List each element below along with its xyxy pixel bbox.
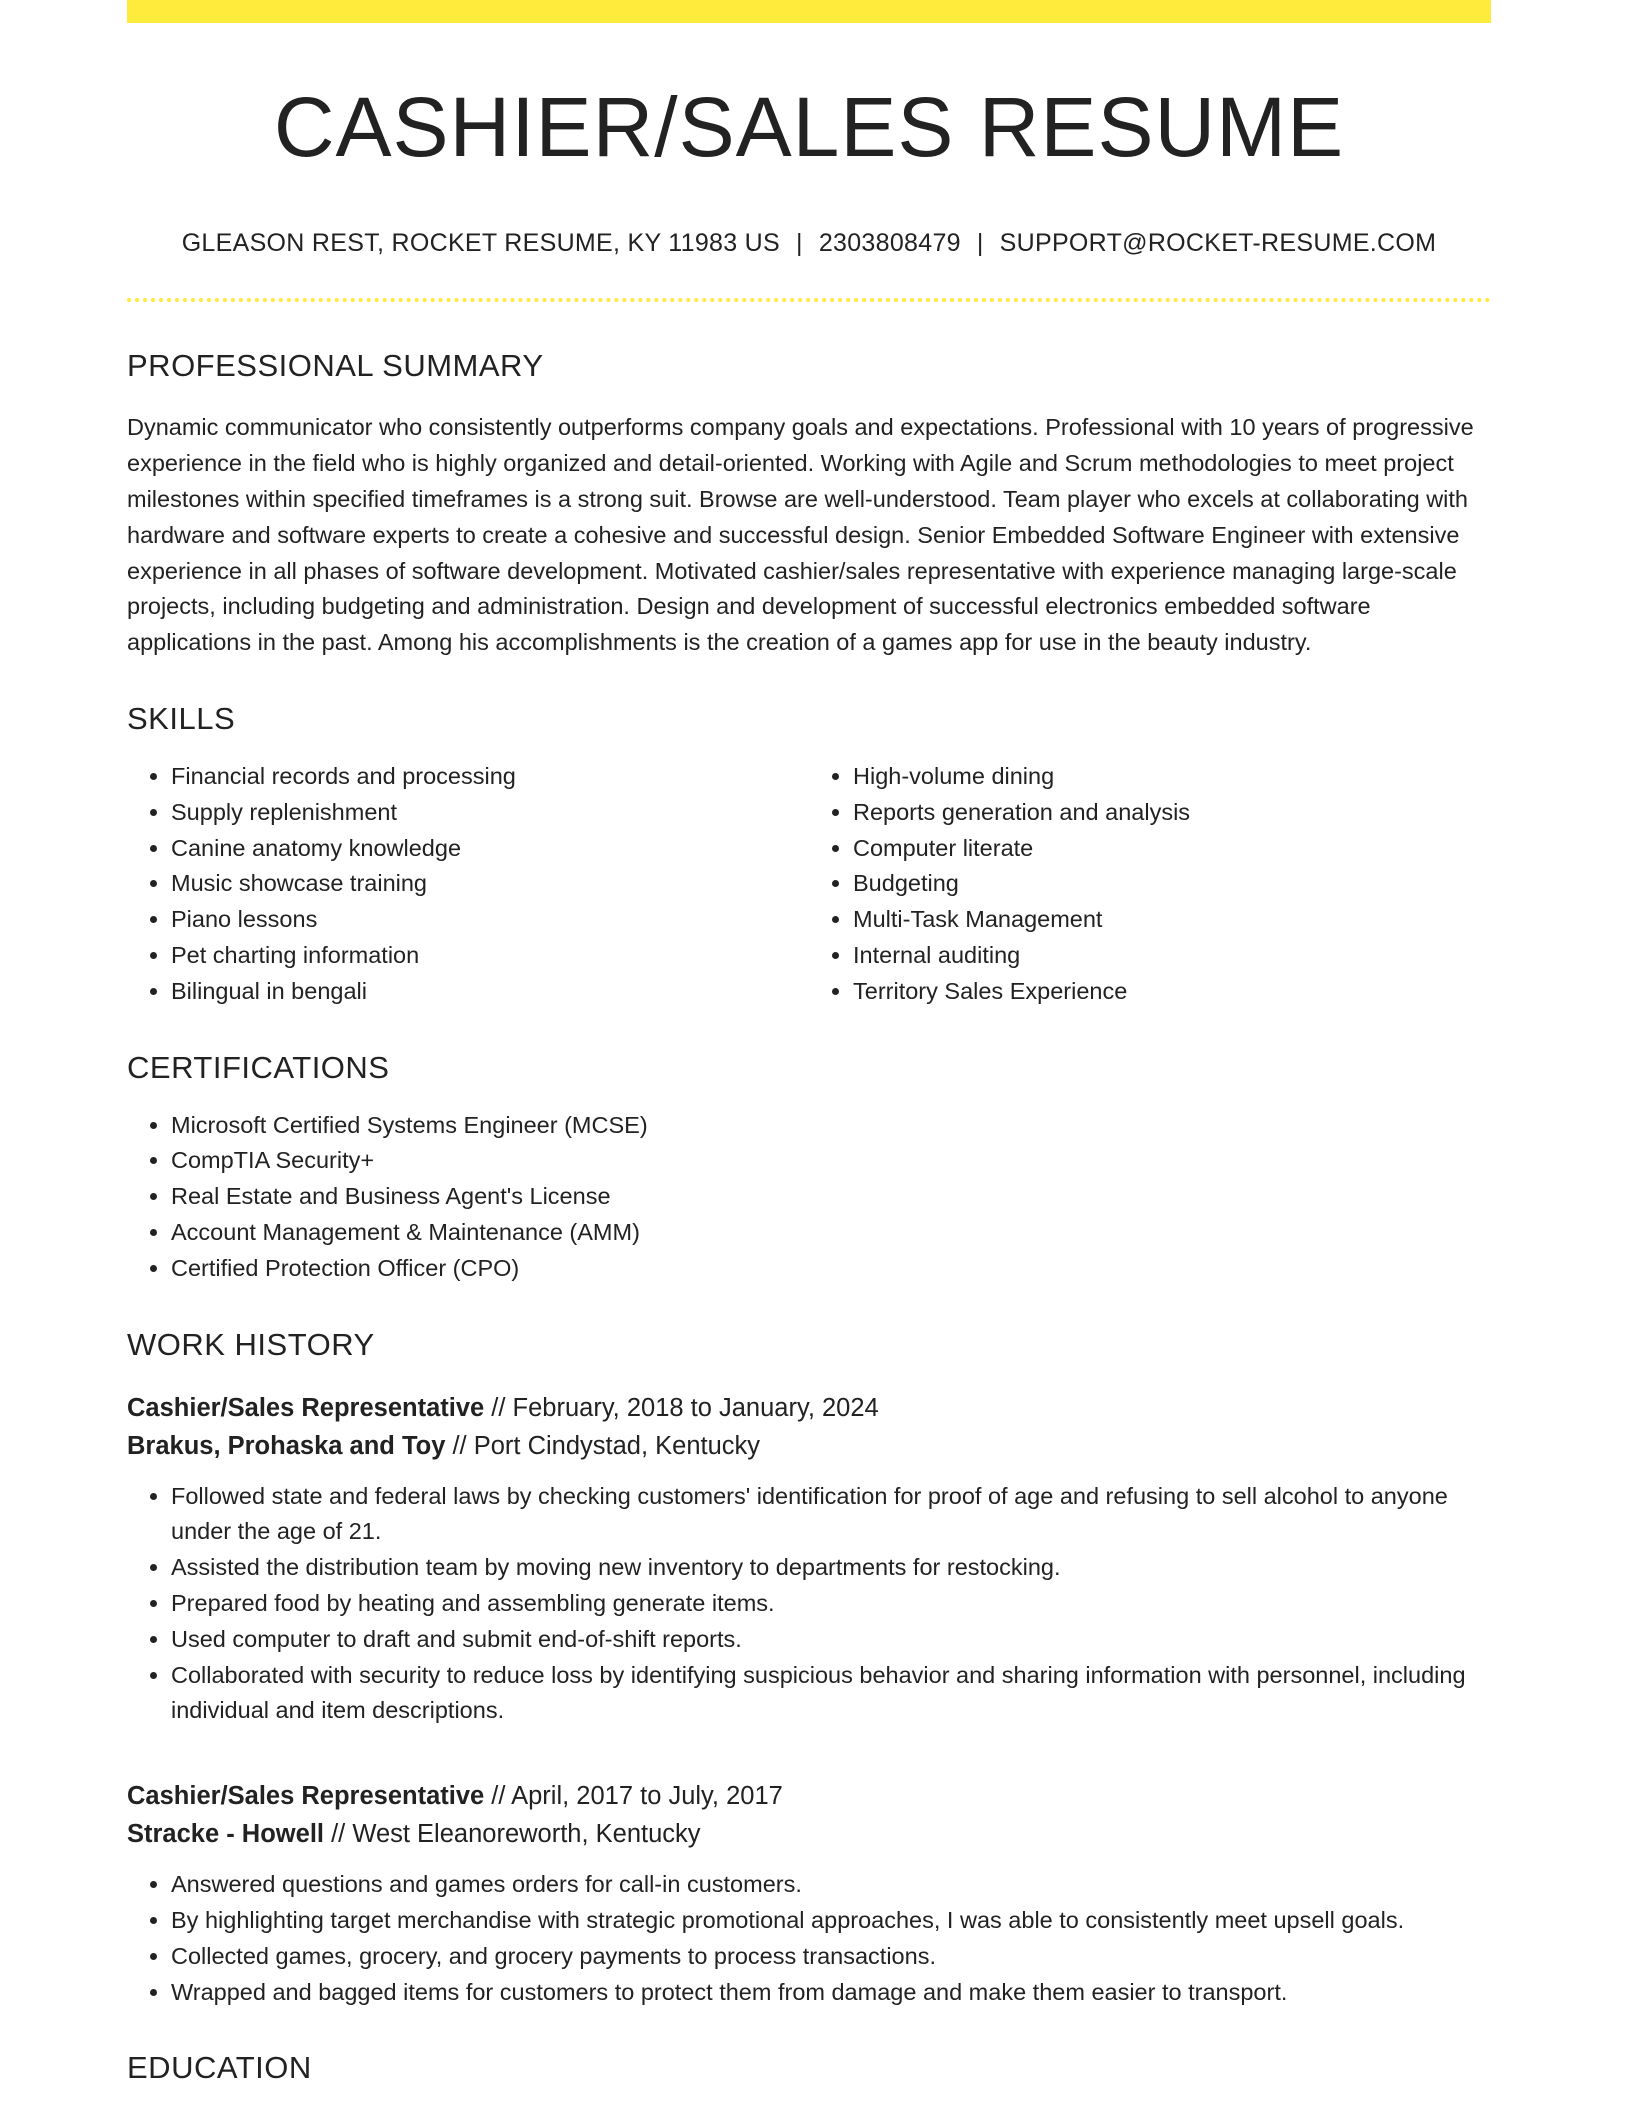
resume-page: [127, 0, 1491, 2086]
skills-heading: SKILLS: [127, 700, 236, 736]
skill-item: • Piano lessons: [171, 902, 809, 938]
job-dates: // February, 2018 to January, 2024: [484, 1393, 879, 1422]
contact-line: [127, 229, 1491, 258]
job-entry: [127, 1389, 1491, 1730]
skill-item: • Territory Sales Experience: [853, 974, 1491, 1010]
certification-item: • CompTIA Security+: [171, 1143, 1491, 1179]
certifications-section: [127, 1050, 1491, 1287]
job-company: Brakus, Prohaska and Toy: [127, 1431, 446, 1460]
summary-heading: PROFESSIONAL SUMMARY: [127, 348, 544, 384]
job-duty: • Prepared food by heating and assembling generate items.: [171, 1586, 1491, 1622]
certifications-list: [127, 1108, 1491, 1287]
job-company-line: [127, 1815, 1491, 1853]
skills-section: [127, 701, 1491, 1010]
contact-separator: |: [796, 229, 803, 258]
job-entry: [127, 1777, 1491, 2010]
job-dates: // April, 2017 to July, 2017: [484, 1782, 783, 1811]
skill-item: • Music showcase training: [171, 866, 809, 902]
job-duties-list: [127, 1479, 1491, 1730]
work-history-section: [127, 1327, 1491, 2011]
job-duty: • Answered questions and games orders for call-in customers.: [171, 1867, 1491, 1903]
resume-title: CASHIER/SALES RESUME: [273, 80, 1345, 174]
education-section: [127, 2050, 1491, 2086]
skills-columns: [127, 759, 1491, 1010]
skill-item: • Internal auditing: [853, 938, 1491, 974]
summary-text: Dynamic communicator who consistently outperforms company goals and expectations. Professional with 10 years of progressive experience in the field who is highly organized and detail-oriented. Working with Agile and Scrum methodologies to meet project milestones within specified timeframes is a strong suit. Browse are well-understood. Team player who excels at collaborating with hardware and software experts to create a cohesive and successful design. Senior Embedded Software Engineer with extensive experience in all phases of software development. Motivated cashier/sales representative with experience managing large-scale projects, including budgeting and administration. Design and development of successful electronics embedded software applications in the past. Among his accomplishments is the creation of a games app for use in the beauty industry.: [127, 414, 1474, 656]
contact-phone: 2303808479: [818, 229, 961, 258]
contact-separator: |: [976, 229, 984, 258]
accent-bar: [127, 0, 1491, 23]
job-duty: • Collaborated with security to reduce loss by identifying suspicious behavior and sharing information with personnel, including individual and item descriptions.: [171, 1658, 1491, 1730]
certification-item: • Account Management & Maintenance (AMM): [171, 1215, 1491, 1251]
job-title: Cashier/Sales Representative: [127, 1393, 485, 1422]
job-duty: • Used computer to draft and submit end-of-shift reports.: [171, 1622, 1491, 1658]
skill-item: • Bilingual in bengali: [171, 974, 809, 1010]
skill-item: • Computer literate: [853, 831, 1491, 867]
job-location: // Port Cindystad, Kentucky: [445, 1431, 761, 1460]
job-company-line: [127, 1427, 1491, 1465]
certification-item: • Real Estate and Business Agent's License: [171, 1179, 1491, 1215]
skills-list-right: [809, 759, 1491, 1010]
job-duty: • By highlighting target merchandise with strategic promotional approaches, I was able to consistently meet upsell goals.: [171, 1903, 1491, 1939]
job-company: Stracke - Howell: [127, 1820, 324, 1849]
education-heading: EDUCATION: [127, 2050, 312, 2086]
skill-item: • Supply replenishment: [171, 795, 809, 831]
skill-item: • Pet charting information: [171, 938, 809, 974]
summary-section: [127, 348, 1491, 661]
contact-address: GLEASON REST, ROCKET RESUME, KY 11983 US: [181, 229, 781, 258]
job-duty: • Assisted the distribution team by moving new inventory to departments for restocking.: [171, 1550, 1491, 1586]
certification-item: • Certified Protection Officer (CPO): [171, 1251, 1491, 1287]
skill-item: • Multi-Task Management: [853, 902, 1491, 938]
job-location: // West Eleanoreworth, Kentucky: [324, 1820, 701, 1849]
certifications-heading: CERTIFICATIONS: [127, 1049, 390, 1085]
dotted-divider: [127, 298, 1491, 302]
job-duty: • Wrapped and bagged items for customers to protect them from damage and make them easier to transport.: [171, 1975, 1491, 2011]
job-duty: • Collected games, grocery, and grocery payments to process transactions.: [171, 1939, 1491, 1975]
skill-item: • Reports generation and analysis: [853, 795, 1491, 831]
skills-list-left: [127, 759, 809, 1010]
job-duties-list: [127, 1867, 1491, 2010]
work-history-heading: WORK HISTORY: [127, 1326, 375, 1362]
job-duty: • Followed state and federal laws by checking customers' identification for proof of age and refusing to sell alcohol to anyone under the age of 21.: [171, 1479, 1491, 1551]
job-title-line: [127, 1777, 1491, 1815]
skill-item: • High-volume dining: [853, 759, 1491, 795]
skill-item: • Financial records and processing: [171, 759, 809, 795]
skill-item: • Budgeting: [853, 866, 1491, 902]
certification-item: • Microsoft Certified Systems Engineer (MCSE): [171, 1108, 1491, 1144]
job-title: Cashier/Sales Representative: [127, 1782, 485, 1811]
contact-email: SUPPORT@ROCKET-RESUME.COM: [999, 229, 1437, 258]
skill-item: • Canine anatomy knowledge: [171, 831, 809, 867]
job-title-line: [127, 1389, 1491, 1427]
